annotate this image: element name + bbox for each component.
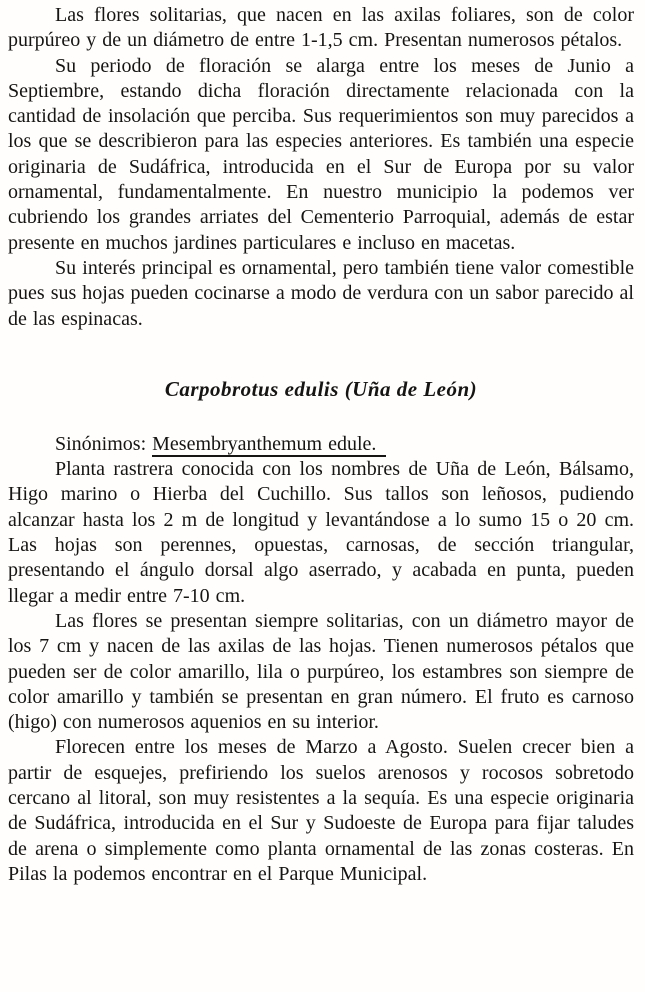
intro-paragraph-uses: Su interés principal es ornamental, pero también tiene valor comestible pues sus hojas pueden cocinarse a modo de verdura con un sabor parecido al de las espinacas. bbox=[8, 256, 634, 330]
intro-paragraph-flowering-period: Su periodo de floración se alarga entre los meses de Junio a Septiembre, estando dicha floración directamente relacionada con la cantidad de insolación que perciba. Sus requerimientos son muy parecidos a los que se describieron para las especies anteriores. Es también una especie originaria de Sudáfrica, introducida en el Sur de Europa por su valor ornamental, fundamentalmente. En nuestro municipio la podemos ver cubriendo los grandes arriates del Cementerio Parroquial, además de estar presente en muchos jardines particulares e incluso en macetas. bbox=[8, 54, 634, 254]
species-paragraph-habitat: Florecen entre los meses de Marzo a Agosto. Suelen crecer bien a partir de esquejes, prefiriendo los suelos arenosos y rocosos sobretodo cercano al litoral, son muy resistentes a la sequía. Es una especie originaria de Sudáfrica, introducida en el Sur y Sudoeste de Europa para fijar taludes de arena o simplemente como planta ornamental de las zonas costeras. En Pilas la podemos encontrar en el Parque Municipal. bbox=[8, 736, 634, 885]
synonyms-label: Sinónimos: bbox=[55, 432, 153, 455]
species-heading: Carpobrotus edulis (Uña de León) bbox=[164, 376, 478, 401]
synonyms-line bbox=[8, 432, 634, 457]
species-paragraph-flowers: Las flores se presentan siempre solitarias, con un diámetro mayor de los 7 cm y nacen de las axilas de las hojas. Tienen numerosos pétalos que pueden ser de color amarillo, lila o purpúreo, los estambres son siempre de color amarillo y también se presentan en gran número. El fruto es carnoso (higo) con numerosos aquenios en su interior. bbox=[8, 609, 634, 734]
species-paragraph-description: Planta rastrera conocida con los nombres de Uña de León, Bálsamo, Higo marino o Hierba del Cuchillo. Sus tallos son leñosos, pudiendo alcanzar hasta los 2 m de longitud y levantándose a lo sumo 15 o 20 cm. Las hojas son perennes, opuestas, carnosas, de sección triangular, presentando el ángulo dorsal algo aserrado, y acabada en punta, pueden llegar a medir entre 7-10 cm. bbox=[8, 458, 634, 607]
synonyms-value: Mesembryanthemum edule. bbox=[152, 433, 386, 457]
intro-paragraph-flowers: Las flores solitarias, que nacen en las axilas foliares, son de color purpúreo y de un diámetro de entre 1-1,5 cm. Presentan numerosos pétalos. bbox=[8, 4, 634, 52]
